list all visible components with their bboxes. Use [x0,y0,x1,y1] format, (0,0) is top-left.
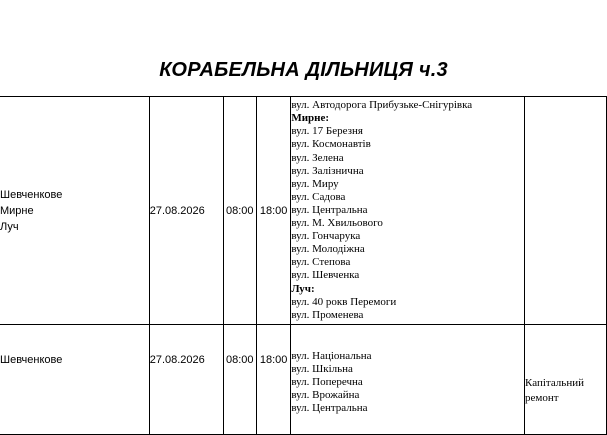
street-item: вул. Врожайна [291,389,360,402]
note-text [525,200,606,222]
street-item: вул. Миру [291,177,339,190]
page-title: КОРАБЕЛЬНА ДІЛЬНИЦЯ ч.3 [159,59,448,81]
note-text: Капітальний ремонт [525,376,584,404]
street-item: вул. Залізнична [291,164,364,177]
village-group-label: Мирне: [291,112,330,125]
settlement-name: Шевченкове [0,354,63,366]
start-time-cell: 08:00 [223,97,256,325]
table-row [0,325,607,435]
settlement-cell [0,97,149,325]
streets-cell [291,97,525,325]
streets-cell [291,325,525,435]
start-time-cell: 08:00 [223,325,256,435]
street-item: вул. Шкільна [291,362,353,375]
street-item: вул. М. Хвильового [291,217,383,230]
end-time-cell: 18:00 [256,97,290,325]
street-item: вул. Степова [291,256,351,269]
date-cell: 27.08.2026 [149,325,223,435]
village-group-label: Луч: [291,282,315,295]
street-item: вул. 40 рокв Перемоги [291,295,397,308]
settlement-name: Луч [0,220,19,233]
street-item: вул. Молодіжна [291,243,365,256]
street-item: вул. Автодорога Прибузьке-Снігурівка [291,99,473,112]
table-row [0,97,607,325]
settlement-name: Мирне [0,204,34,217]
street-item: вул. Шевченка [291,269,360,282]
date-cell: 27.08.2026 [149,97,223,325]
street-item: вул. Променева [291,308,364,321]
street-item: вул. Поперечна [291,375,363,388]
street-item: вул. 17 Березня [291,125,363,138]
end-time-cell: 18:00 [256,325,290,435]
note-cell [525,97,607,325]
street-item: вул. Національна [291,349,372,362]
settlement-cell [0,325,149,435]
note-cell [525,325,607,435]
street-item: вул. Космонавтів [291,138,371,151]
street-item: вул. Садова [291,190,346,203]
settlement-name: Шевченкове [0,188,63,201]
street-item: вул. Центральна [291,203,368,216]
street-item: вул. Центральна [291,402,368,415]
outage-schedule-table [0,96,607,435]
street-item: вул. Гончарука [291,230,361,243]
street-item: вул. Зелена [291,151,344,164]
